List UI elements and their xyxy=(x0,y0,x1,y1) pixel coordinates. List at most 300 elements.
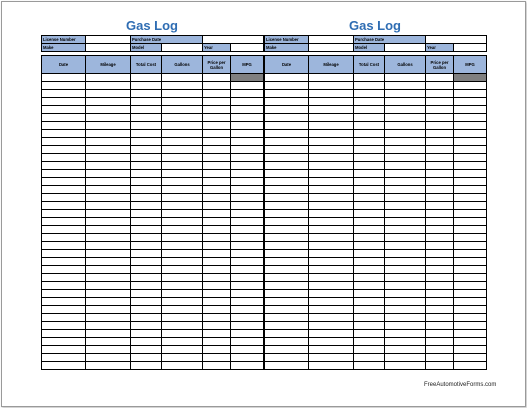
date-cell[interactable] xyxy=(42,122,86,130)
gallons-cell[interactable] xyxy=(385,218,426,226)
date-cell[interactable] xyxy=(42,98,86,106)
mpg-cell[interactable] xyxy=(454,226,487,234)
mpg-cell[interactable] xyxy=(231,266,264,274)
mileage-cell[interactable] xyxy=(86,130,131,138)
mpg-cell[interactable] xyxy=(231,146,264,154)
mpg-cell[interactable] xyxy=(454,98,487,106)
mpg-cell[interactable] xyxy=(231,298,264,306)
total-cost-cell[interactable] xyxy=(131,362,162,370)
mileage-cell[interactable] xyxy=(86,322,131,330)
date-cell[interactable] xyxy=(265,122,309,130)
gallons-cell[interactable] xyxy=(385,346,426,354)
mpg-cell[interactable] xyxy=(231,234,264,242)
price-per-gallon-cell[interactable] xyxy=(426,98,454,106)
total-cost-cell[interactable] xyxy=(354,170,385,178)
mpg-cell[interactable] xyxy=(454,258,487,266)
gallons-cell[interactable] xyxy=(162,82,203,90)
gallons-cell[interactable] xyxy=(162,170,203,178)
price-per-gallon-cell[interactable] xyxy=(426,162,454,170)
price-per-gallon-cell[interactable] xyxy=(426,114,454,122)
license-number-field[interactable] xyxy=(86,36,131,44)
gallons-cell[interactable] xyxy=(385,322,426,330)
date-cell[interactable] xyxy=(42,178,86,186)
date-cell[interactable] xyxy=(42,282,86,290)
date-cell[interactable] xyxy=(265,210,309,218)
date-cell[interactable] xyxy=(42,202,86,210)
mileage-cell[interactable] xyxy=(86,154,131,162)
date-cell[interactable] xyxy=(42,250,86,258)
mpg-cell[interactable] xyxy=(454,234,487,242)
total-cost-cell[interactable] xyxy=(131,218,162,226)
mileage-cell[interactable] xyxy=(309,266,354,274)
make-field[interactable] xyxy=(86,44,131,52)
gallons-cell[interactable] xyxy=(162,178,203,186)
gallons-cell[interactable] xyxy=(162,162,203,170)
price-per-gallon-cell[interactable] xyxy=(426,234,454,242)
mpg-cell[interactable] xyxy=(454,90,487,98)
gallons-cell[interactable] xyxy=(385,242,426,250)
mpg-cell[interactable] xyxy=(231,218,264,226)
gallons-cell[interactable] xyxy=(385,330,426,338)
total-cost-cell[interactable] xyxy=(131,178,162,186)
mpg-cell[interactable] xyxy=(231,130,264,138)
price-per-gallon-cell[interactable] xyxy=(203,74,231,82)
date-cell[interactable] xyxy=(42,106,86,114)
gallons-cell[interactable] xyxy=(162,274,203,282)
date-cell[interactable] xyxy=(42,82,86,90)
mileage-cell[interactable] xyxy=(309,170,354,178)
mpg-cell[interactable] xyxy=(454,130,487,138)
gallons-cell[interactable] xyxy=(162,314,203,322)
date-cell[interactable] xyxy=(42,258,86,266)
date-cell[interactable] xyxy=(42,226,86,234)
total-cost-cell[interactable] xyxy=(354,258,385,266)
gallons-cell[interactable] xyxy=(162,306,203,314)
mileage-cell[interactable] xyxy=(309,122,354,130)
price-per-gallon-cell[interactable] xyxy=(203,306,231,314)
mpg-cell[interactable] xyxy=(454,162,487,170)
mpg-cell[interactable] xyxy=(454,122,487,130)
date-cell[interactable] xyxy=(42,170,86,178)
mileage-cell[interactable] xyxy=(309,234,354,242)
mpg-cell[interactable] xyxy=(454,354,487,362)
price-per-gallon-cell[interactable] xyxy=(426,362,454,370)
gallons-cell[interactable] xyxy=(162,346,203,354)
gallons-cell[interactable] xyxy=(385,90,426,98)
price-per-gallon-cell[interactable] xyxy=(203,234,231,242)
mileage-cell[interactable] xyxy=(86,106,131,114)
gallons-cell[interactable] xyxy=(385,162,426,170)
price-per-gallon-cell[interactable] xyxy=(426,218,454,226)
gallons-cell[interactable] xyxy=(385,98,426,106)
price-per-gallon-cell[interactable] xyxy=(203,266,231,274)
mpg-cell[interactable] xyxy=(231,194,264,202)
mpg-cell[interactable] xyxy=(454,306,487,314)
mileage-cell[interactable] xyxy=(309,98,354,106)
mileage-cell[interactable] xyxy=(309,130,354,138)
price-per-gallon-cell[interactable] xyxy=(426,250,454,258)
total-cost-cell[interactable] xyxy=(354,242,385,250)
gallons-cell[interactable] xyxy=(162,186,203,194)
mpg-cell[interactable] xyxy=(454,346,487,354)
mpg-cell[interactable] xyxy=(231,362,264,370)
mileage-cell[interactable] xyxy=(309,346,354,354)
mpg-cell[interactable] xyxy=(231,274,264,282)
total-cost-cell[interactable] xyxy=(131,266,162,274)
mpg-cell[interactable] xyxy=(231,322,264,330)
date-cell[interactable] xyxy=(42,114,86,122)
mileage-cell[interactable] xyxy=(86,298,131,306)
mpg-cell[interactable] xyxy=(454,282,487,290)
date-cell[interactable] xyxy=(42,154,86,162)
gallons-cell[interactable] xyxy=(385,306,426,314)
mileage-cell[interactable] xyxy=(309,210,354,218)
mileage-cell[interactable] xyxy=(309,218,354,226)
mileage-cell[interactable] xyxy=(86,138,131,146)
price-per-gallon-cell[interactable] xyxy=(203,330,231,338)
total-cost-cell[interactable] xyxy=(354,138,385,146)
price-per-gallon-cell[interactable] xyxy=(426,346,454,354)
mpg-cell[interactable] xyxy=(454,154,487,162)
gallons-cell[interactable] xyxy=(385,266,426,274)
date-cell[interactable] xyxy=(265,194,309,202)
mileage-cell[interactable] xyxy=(86,242,131,250)
mpg-cell[interactable] xyxy=(231,330,264,338)
price-per-gallon-cell[interactable] xyxy=(203,322,231,330)
price-per-gallon-cell[interactable] xyxy=(203,82,231,90)
mpg-cell[interactable] xyxy=(231,170,264,178)
mpg-cell[interactable] xyxy=(231,338,264,346)
price-per-gallon-cell[interactable] xyxy=(203,114,231,122)
date-cell[interactable] xyxy=(42,210,86,218)
mpg-cell[interactable] xyxy=(231,202,264,210)
price-per-gallon-cell[interactable] xyxy=(203,314,231,322)
gallons-cell[interactable] xyxy=(385,178,426,186)
price-per-gallon-cell[interactable] xyxy=(426,210,454,218)
mpg-cell[interactable] xyxy=(231,306,264,314)
total-cost-cell[interactable] xyxy=(354,298,385,306)
date-cell[interactable] xyxy=(265,322,309,330)
mpg-cell[interactable] xyxy=(231,210,264,218)
total-cost-cell[interactable] xyxy=(131,298,162,306)
date-cell[interactable] xyxy=(265,202,309,210)
total-cost-cell[interactable] xyxy=(131,138,162,146)
gallons-cell[interactable] xyxy=(385,314,426,322)
total-cost-cell[interactable] xyxy=(354,282,385,290)
price-per-gallon-cell[interactable] xyxy=(426,242,454,250)
total-cost-cell[interactable] xyxy=(354,314,385,322)
mileage-cell[interactable] xyxy=(86,250,131,258)
total-cost-cell[interactable] xyxy=(354,74,385,82)
mileage-cell[interactable] xyxy=(309,338,354,346)
mileage-cell[interactable] xyxy=(86,306,131,314)
mileage-cell[interactable] xyxy=(86,282,131,290)
make-field[interactable] xyxy=(309,44,354,52)
total-cost-cell[interactable] xyxy=(131,162,162,170)
price-per-gallon-cell[interactable] xyxy=(203,194,231,202)
price-per-gallon-cell[interactable] xyxy=(203,186,231,194)
total-cost-cell[interactable] xyxy=(354,338,385,346)
total-cost-cell[interactable] xyxy=(354,330,385,338)
mileage-cell[interactable] xyxy=(86,346,131,354)
date-cell[interactable] xyxy=(265,74,309,82)
mileage-cell[interactable] xyxy=(309,258,354,266)
price-per-gallon-cell[interactable] xyxy=(426,138,454,146)
mpg-cell[interactable] xyxy=(454,322,487,330)
price-per-gallon-cell[interactable] xyxy=(203,298,231,306)
mpg-cell[interactable] xyxy=(454,242,487,250)
mpg-cell[interactable] xyxy=(454,186,487,194)
price-per-gallon-cell[interactable] xyxy=(203,226,231,234)
total-cost-cell[interactable] xyxy=(131,186,162,194)
mpg-cell[interactable] xyxy=(454,202,487,210)
total-cost-cell[interactable] xyxy=(131,114,162,122)
price-per-gallon-cell[interactable] xyxy=(426,122,454,130)
mileage-cell[interactable] xyxy=(86,258,131,266)
mileage-cell[interactable] xyxy=(309,82,354,90)
mileage-cell[interactable] xyxy=(309,362,354,370)
date-cell[interactable] xyxy=(42,186,86,194)
mileage-cell[interactable] xyxy=(86,266,131,274)
total-cost-cell[interactable] xyxy=(354,226,385,234)
mileage-cell[interactable] xyxy=(309,298,354,306)
mileage-cell[interactable] xyxy=(86,226,131,234)
total-cost-cell[interactable] xyxy=(354,354,385,362)
date-cell[interactable] xyxy=(42,346,86,354)
total-cost-cell[interactable] xyxy=(354,362,385,370)
gallons-cell[interactable] xyxy=(385,186,426,194)
mileage-cell[interactable] xyxy=(86,314,131,322)
mileage-cell[interactable] xyxy=(309,90,354,98)
mpg-cell[interactable] xyxy=(454,290,487,298)
mileage-cell[interactable] xyxy=(309,186,354,194)
mileage-cell[interactable] xyxy=(86,210,131,218)
mileage-cell[interactable] xyxy=(309,226,354,234)
date-cell[interactable] xyxy=(265,178,309,186)
mileage-cell[interactable] xyxy=(86,146,131,154)
total-cost-cell[interactable] xyxy=(131,202,162,210)
date-cell[interactable] xyxy=(42,218,86,226)
gallons-cell[interactable] xyxy=(162,138,203,146)
mpg-cell[interactable] xyxy=(454,194,487,202)
mpg-cell[interactable] xyxy=(454,274,487,282)
gallons-cell[interactable] xyxy=(385,122,426,130)
price-per-gallon-cell[interactable] xyxy=(203,122,231,130)
mpg-cell[interactable] xyxy=(231,154,264,162)
mpg-cell[interactable] xyxy=(454,210,487,218)
mpg-cell[interactable] xyxy=(231,98,264,106)
total-cost-cell[interactable] xyxy=(354,186,385,194)
total-cost-cell[interactable] xyxy=(354,90,385,98)
gallons-cell[interactable] xyxy=(385,130,426,138)
mileage-cell[interactable] xyxy=(309,162,354,170)
mpg-cell[interactable] xyxy=(231,178,264,186)
gallons-cell[interactable] xyxy=(162,98,203,106)
mileage-cell[interactable] xyxy=(309,290,354,298)
price-per-gallon-cell[interactable] xyxy=(426,106,454,114)
price-per-gallon-cell[interactable] xyxy=(426,74,454,82)
gallons-cell[interactable] xyxy=(385,234,426,242)
date-cell[interactable] xyxy=(42,146,86,154)
price-per-gallon-cell[interactable] xyxy=(426,82,454,90)
gallons-cell[interactable] xyxy=(162,146,203,154)
mpg-cell[interactable] xyxy=(231,314,264,322)
price-per-gallon-cell[interactable] xyxy=(203,98,231,106)
total-cost-cell[interactable] xyxy=(354,162,385,170)
gallons-cell[interactable] xyxy=(162,226,203,234)
date-cell[interactable] xyxy=(265,346,309,354)
gallons-cell[interactable] xyxy=(385,154,426,162)
price-per-gallon-cell[interactable] xyxy=(203,258,231,266)
gallons-cell[interactable] xyxy=(162,106,203,114)
gallons-cell[interactable] xyxy=(162,114,203,122)
gallons-cell[interactable] xyxy=(385,106,426,114)
mileage-cell[interactable] xyxy=(86,338,131,346)
price-per-gallon-cell[interactable] xyxy=(426,290,454,298)
mileage-cell[interactable] xyxy=(86,74,131,82)
date-cell[interactable] xyxy=(265,354,309,362)
mileage-cell[interactable] xyxy=(309,250,354,258)
mpg-cell[interactable] xyxy=(454,82,487,90)
gallons-cell[interactable] xyxy=(385,170,426,178)
mileage-cell[interactable] xyxy=(86,114,131,122)
mileage-cell[interactable] xyxy=(86,362,131,370)
price-per-gallon-cell[interactable] xyxy=(203,146,231,154)
model-field[interactable] xyxy=(385,44,426,52)
mpg-cell[interactable] xyxy=(231,346,264,354)
mileage-cell[interactable] xyxy=(309,274,354,282)
license-number-field[interactable] xyxy=(309,36,354,44)
mpg-cell[interactable] xyxy=(454,114,487,122)
mileage-cell[interactable] xyxy=(86,330,131,338)
total-cost-cell[interactable] xyxy=(354,154,385,162)
gallons-cell[interactable] xyxy=(385,210,426,218)
date-cell[interactable] xyxy=(42,162,86,170)
date-cell[interactable] xyxy=(265,338,309,346)
date-cell[interactable] xyxy=(265,218,309,226)
gallons-cell[interactable] xyxy=(385,202,426,210)
price-per-gallon-cell[interactable] xyxy=(203,106,231,114)
date-cell[interactable] xyxy=(265,258,309,266)
mpg-cell[interactable] xyxy=(231,186,264,194)
price-per-gallon-cell[interactable] xyxy=(203,242,231,250)
mileage-cell[interactable] xyxy=(309,74,354,82)
total-cost-cell[interactable] xyxy=(354,250,385,258)
gallons-cell[interactable] xyxy=(162,194,203,202)
total-cost-cell[interactable] xyxy=(131,282,162,290)
mpg-cell[interactable] xyxy=(454,218,487,226)
mileage-cell[interactable] xyxy=(309,202,354,210)
price-per-gallon-cell[interactable] xyxy=(203,154,231,162)
gallons-cell[interactable] xyxy=(162,90,203,98)
total-cost-cell[interactable] xyxy=(354,306,385,314)
model-field[interactable] xyxy=(162,44,203,52)
total-cost-cell[interactable] xyxy=(354,346,385,354)
gallons-cell[interactable] xyxy=(385,290,426,298)
mpg-cell[interactable] xyxy=(454,330,487,338)
gallons-cell[interactable] xyxy=(162,266,203,274)
mpg-cell[interactable] xyxy=(231,290,264,298)
year-field[interactable] xyxy=(454,44,487,52)
total-cost-cell[interactable] xyxy=(131,130,162,138)
gallons-cell[interactable] xyxy=(162,154,203,162)
date-cell[interactable] xyxy=(42,298,86,306)
total-cost-cell[interactable] xyxy=(131,226,162,234)
mileage-cell[interactable] xyxy=(309,282,354,290)
date-cell[interactable] xyxy=(265,274,309,282)
total-cost-cell[interactable] xyxy=(131,194,162,202)
mileage-cell[interactable] xyxy=(309,242,354,250)
price-per-gallon-cell[interactable] xyxy=(426,258,454,266)
mileage-cell[interactable] xyxy=(309,106,354,114)
mileage-cell[interactable] xyxy=(86,90,131,98)
total-cost-cell[interactable] xyxy=(131,122,162,130)
price-per-gallon-cell[interactable] xyxy=(426,330,454,338)
mpg-cell[interactable] xyxy=(231,258,264,266)
date-cell[interactable] xyxy=(42,138,86,146)
price-per-gallon-cell[interactable] xyxy=(426,266,454,274)
price-per-gallon-cell[interactable] xyxy=(426,298,454,306)
date-cell[interactable] xyxy=(42,362,86,370)
total-cost-cell[interactable] xyxy=(131,90,162,98)
date-cell[interactable] xyxy=(265,186,309,194)
mileage-cell[interactable] xyxy=(86,178,131,186)
price-per-gallon-cell[interactable] xyxy=(203,354,231,362)
gallons-cell[interactable] xyxy=(162,322,203,330)
gallons-cell[interactable] xyxy=(385,82,426,90)
total-cost-cell[interactable] xyxy=(354,266,385,274)
gallons-cell[interactable] xyxy=(162,234,203,242)
price-per-gallon-cell[interactable] xyxy=(426,146,454,154)
gallons-cell[interactable] xyxy=(385,258,426,266)
date-cell[interactable] xyxy=(265,106,309,114)
mpg-cell[interactable] xyxy=(231,106,264,114)
gallons-cell[interactable] xyxy=(385,146,426,154)
total-cost-cell[interactable] xyxy=(354,82,385,90)
date-cell[interactable] xyxy=(265,170,309,178)
year-field[interactable] xyxy=(231,44,264,52)
gallons-cell[interactable] xyxy=(162,250,203,258)
price-per-gallon-cell[interactable] xyxy=(203,274,231,282)
mileage-cell[interactable] xyxy=(86,194,131,202)
gallons-cell[interactable] xyxy=(385,282,426,290)
mileage-cell[interactable] xyxy=(309,322,354,330)
gallons-cell[interactable] xyxy=(162,122,203,130)
date-cell[interactable] xyxy=(265,242,309,250)
mpg-cell[interactable] xyxy=(231,354,264,362)
date-cell[interactable] xyxy=(265,146,309,154)
date-cell[interactable] xyxy=(265,138,309,146)
gallons-cell[interactable] xyxy=(385,114,426,122)
date-cell[interactable] xyxy=(42,354,86,362)
date-cell[interactable] xyxy=(42,194,86,202)
total-cost-cell[interactable] xyxy=(131,346,162,354)
price-per-gallon-cell[interactable] xyxy=(426,226,454,234)
total-cost-cell[interactable] xyxy=(354,218,385,226)
mileage-cell[interactable] xyxy=(309,194,354,202)
price-per-gallon-cell[interactable] xyxy=(426,274,454,282)
mpg-cell[interactable] xyxy=(231,82,264,90)
mileage-cell[interactable] xyxy=(309,314,354,322)
mpg-cell[interactable] xyxy=(454,146,487,154)
total-cost-cell[interactable] xyxy=(131,74,162,82)
gallons-cell[interactable] xyxy=(162,74,203,82)
total-cost-cell[interactable] xyxy=(131,274,162,282)
mpg-cell[interactable] xyxy=(231,138,264,146)
total-cost-cell[interactable] xyxy=(131,290,162,298)
total-cost-cell[interactable] xyxy=(131,258,162,266)
mileage-cell[interactable] xyxy=(309,146,354,154)
